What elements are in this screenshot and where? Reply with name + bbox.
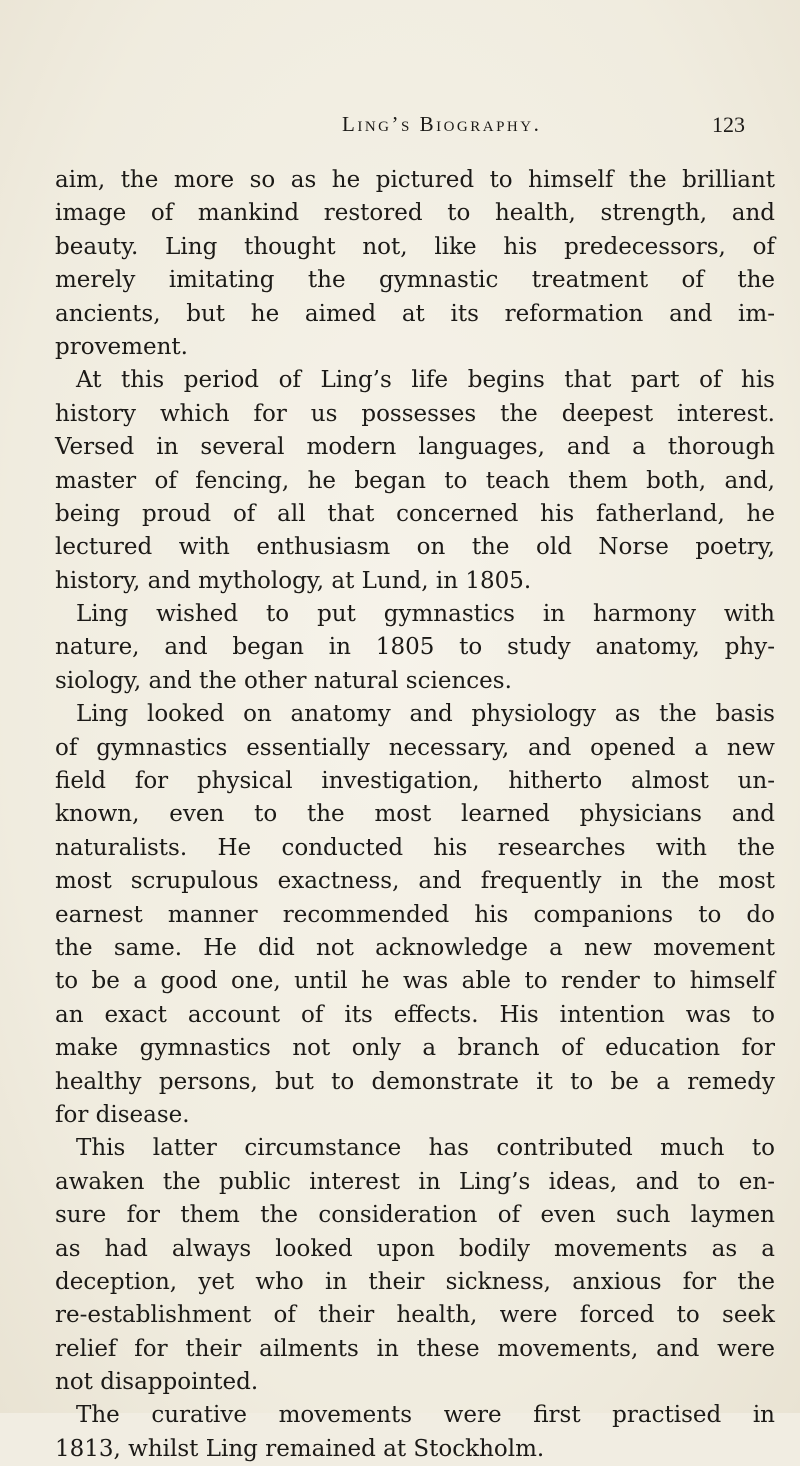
text-line: ancients, but he aimed at its reformation and im- [55,300,775,327]
text-line: Versed in several modern languages, and a thorough [55,434,775,461]
text-line: make gymnastics not only a branch of education for [55,1035,775,1062]
body-text [55,164,775,1466]
text-line: sure for them the consideration of even such laymen [55,1202,775,1229]
text-line: relief for their ailments in these movements, and were [55,1335,775,1362]
text-line: naturalists. He conducted his researches with the [55,834,775,861]
text-line: Ling looked on anatomy and physiology as the basis [76,701,775,728]
text-line: field for physical investigation, hitherto almost un- [55,768,775,795]
text-line: nature, and began in 1805 to study anatomy, phy- [55,634,775,661]
running-head [0,112,800,142]
text-line: earnest manner recommended his companions to do [55,901,775,928]
text-line: an exact account of its effects. His intention was to [55,1001,775,1028]
text-line: aim, the more so as he pictured to himself the brilliant [55,167,775,193]
text-line: not disappointed. [55,1369,259,1396]
text-line: awaken the public interest in Ling’s ideas, and to en- [55,1168,775,1195]
text-line: the same. He did not acknowledge a new movement [55,934,775,961]
text-line: Ling wished to put gymnastics in harmony with [76,601,775,628]
page-number: 123 [712,112,745,137]
text-line: most scrupulous exactness, and frequently in the most [55,868,775,895]
text-line: to be a good one, until he was able to render to himself [55,968,775,995]
text-line: lectured with enthusiasm on the old Norse poetry, [55,534,775,561]
text-line: deception, yet who in their sickness, anxious for the [55,1268,775,1295]
text-line: provement. [55,333,188,360]
text-line: master of fencing, he began to teach them both, and, [55,467,775,494]
running-title: Ling’s Biography. [342,112,542,136]
text-line: history which for us possesses the deepest interest. [55,400,775,427]
text-line: healthy persons, but to demonstrate it to be a remedy [55,1068,775,1095]
text-line: image of mankind restored to health, strength, and [55,200,775,227]
text-line: 1813, whilst Ling remained at Stockholm. [55,1435,545,1462]
text-line: history, and mythology, at Lund, in 1805. [55,567,532,594]
text-line: merely imitating the gymnastic treatment of the [55,267,775,294]
text-line: beauty. Ling thought not, like his predecessors, of [55,233,775,260]
text-line: re-establishment of their health, were forced to seek [55,1302,775,1329]
text-line: of gymnastics essentially necessary, and opened a new [55,734,775,761]
text-line: The curative movements were first practised in [76,1402,775,1429]
text-line: At this period of Ling’s life begins that part of his [76,367,775,394]
text-line: This latter circumstance has contributed much to [76,1135,775,1162]
text-line: as had always looked upon bodily movements as a [55,1235,775,1262]
text-line: for disease. [55,1101,190,1128]
text-line: known, even to the most learned physicians and [55,801,775,828]
text-line: siology, and the other natural sciences. [55,667,512,694]
text-line: being proud of all that concerned his fatherland, he [55,500,775,527]
